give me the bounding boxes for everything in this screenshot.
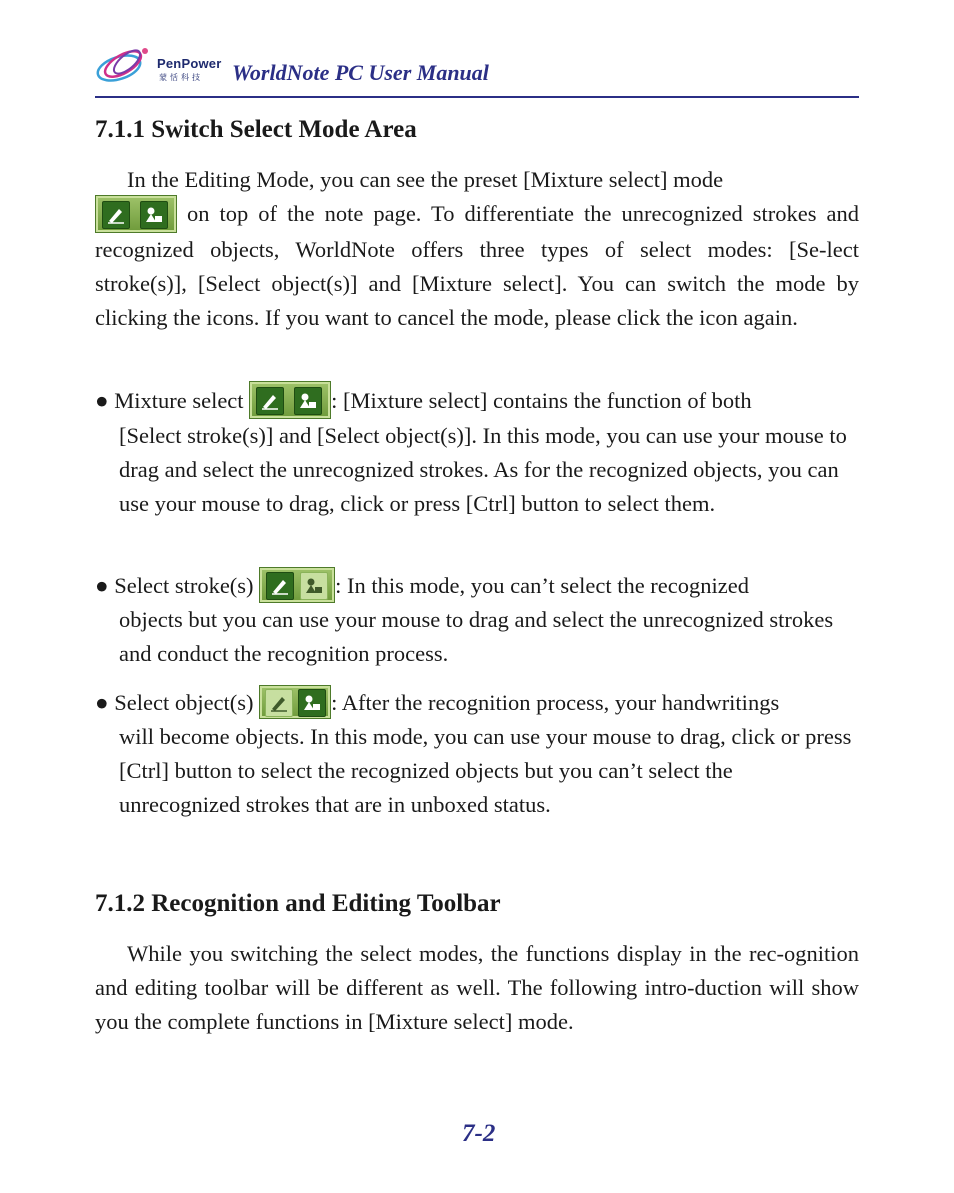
page-number: 7-2 [462, 1120, 496, 1147]
bullet-description: [Select stroke(s)] and [Select object(s)]. In this mode, you can use your mouse to drag and select the unrecognized strokes. As for the recognized objects, you can use your mouse to drag, click or press [Ctrl] button to select them. [119, 422, 847, 516]
mixture-select-icon [95, 195, 177, 233]
section1-paragraph [95, 163, 859, 335]
object-icon [304, 576, 324, 596]
pen-icon [260, 391, 280, 411]
section1-paragraph-intro: In the Editing Mode, you can see the preset [Mixture select] mode [127, 167, 724, 192]
section1-paragraph-body: on top of the note page. To differentiate the unrecognized strokes and recognized objects, WorldNote offers three types of select modes: [Se-lect stroke(s)], [Select object(s)] and [Mixture select]. You can switch the mode by clicking the icons. If you want to cancel the mode, please click the icon again. [95, 201, 859, 330]
object-mode-cell [140, 201, 168, 229]
stroke-mode-cell [265, 689, 293, 717]
object-mode-cell [298, 689, 326, 717]
object-icon [302, 693, 322, 713]
select-object-icon [259, 685, 331, 719]
pen-icon [269, 693, 289, 713]
section2-paragraph [95, 937, 859, 1039]
manual-title: WorldNote PC User Manual [232, 60, 489, 85]
stroke-mode-cell [256, 387, 284, 415]
bullet-label: ● Mixture select [95, 388, 250, 413]
bullet-first-line: : [Mixture select] contains the function of both [331, 388, 752, 413]
section2-paragraph-body: While you switching the select modes, the functions display in the rec-ognition and editing toolbar will be different as well. The following intro-duction will show you the complete functions in [Mixture select] mode. [95, 941, 859, 1034]
bullet-description: objects but you can use your mouse to drag and select the unrecognized strokes and conduct the recognition process. [119, 607, 834, 666]
brand-subtitle: 蒙恬科技 [159, 73, 203, 82]
bullet-select-object [95, 686, 859, 822]
stroke-mode-cell [266, 572, 294, 600]
select-stroke-icon [259, 567, 335, 603]
bullet-description: will become objects. In this mode, you can use your mouse to drag, click or press [Ctrl] button to select the recognized objects but you can’t select the unrecognized strokes that are in unboxed status. [119, 724, 852, 817]
page-header [95, 40, 859, 98]
brand-name: PenPower [157, 56, 222, 71]
bullet-first-line: : After the recognition process, your handwritings [331, 690, 780, 715]
mixture-select-icon [249, 381, 331, 419]
bullet-label: ● Select object(s) [95, 690, 260, 715]
object-icon [144, 205, 164, 225]
penpower-logo-icon [95, 42, 157, 86]
bullet-first-line: : In this mode, you can’t select the recognized [335, 573, 749, 598]
object-icon [298, 391, 318, 411]
pen-icon [106, 205, 126, 225]
pen-icon [270, 576, 290, 596]
section-heading-switch-select-mode: 7.1.1 Switch Select Mode Area [95, 116, 417, 143]
object-mode-cell [294, 387, 322, 415]
stroke-mode-cell [102, 201, 130, 229]
object-mode-cell [300, 572, 328, 600]
bullet-label: ● Select stroke(s) [95, 573, 260, 598]
bullet-select-stroke [95, 569, 859, 671]
section-heading-recognition-toolbar: 7.1.2 Recognition and Editing Toolbar [95, 890, 501, 917]
bullet-mixture-select [95, 384, 859, 521]
